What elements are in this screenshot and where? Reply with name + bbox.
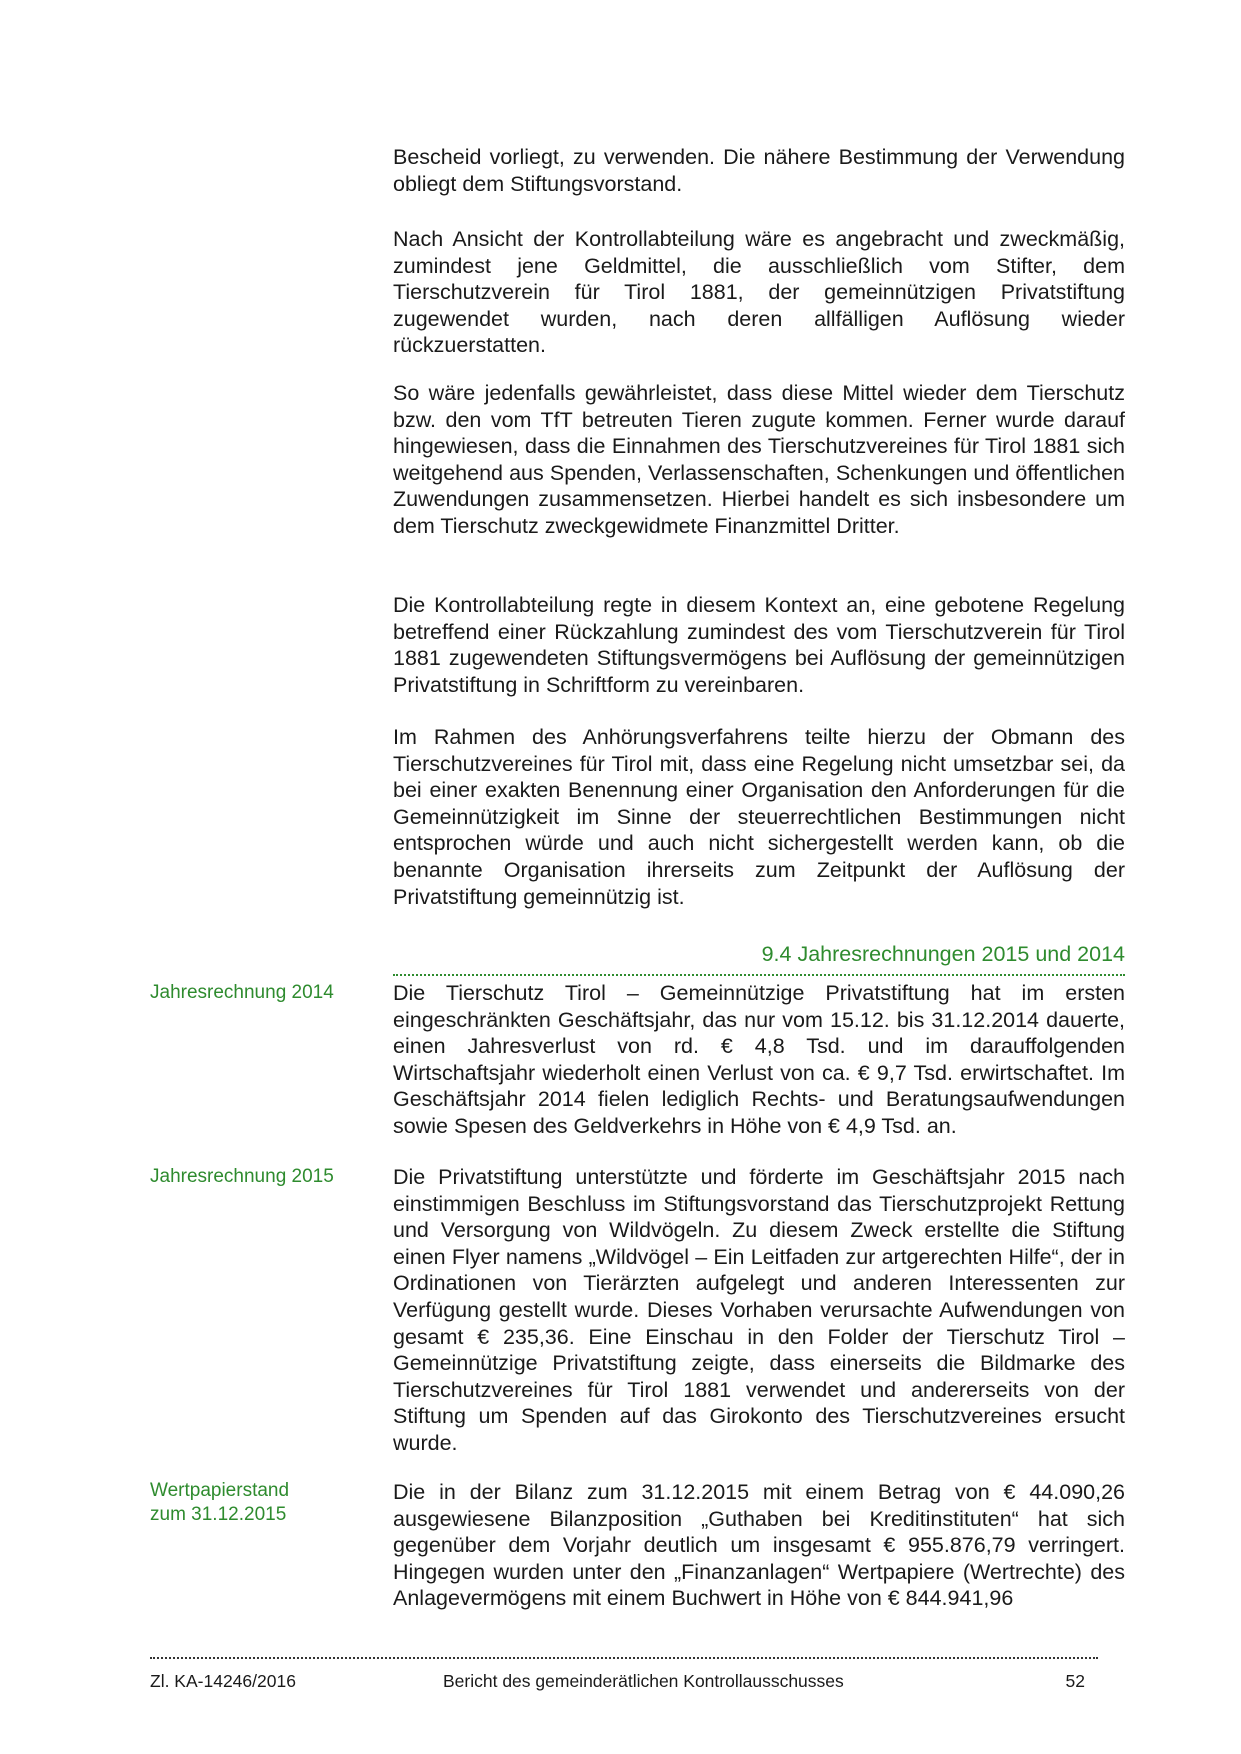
margin-note-wertpapierstand (150, 1479, 380, 1526)
footer-rule (150, 1657, 1098, 1659)
footer-reference: Zl. KA-14246/2016 (150, 1671, 296, 1691)
paragraph-8-block (393, 1479, 1125, 1612)
paragraph-1: Bescheid vorliegt, zu verwenden. Die nähere Bestimmung der Verwendung obliegt dem Stiftungsvorstand. (393, 145, 1125, 196)
paragraph-4: Die Kontrollabteilung regte in diesem Kontext an, eine gebotene Regelung betreffend einer Rückzahlung zumindest des vom Tierschutzverein für Tirol 1881 zugewendeten Stiftungsvermögens bei Auflösung der gemeinnützigen Privatstiftung in Schriftform zu vereinbaren. (393, 593, 1125, 697)
page-number: 52 (1065, 1671, 1085, 1691)
paragraph-5: Im Rahmen des Anhörungsverfahrens teilte hierzu der Obmann des Tierschutzvereines für Tirol mit, dass eine Regelung nicht umsetzbar sei, da bei einer exakten Benennung einer Organisation den Anforderungen für die Gemeinnützigkeit im Sinne der steuerrechtlichen Bestimmungen nicht entsprochen würde und auch nicht sichergestellt werden kann, ob die benannte Organisation ihrerseits zum Zeitpunkt der Auflösung der Privatstiftung gemeinnützig ist. (393, 725, 1125, 909)
paragraph-1-block (393, 144, 1125, 197)
paragraph-3-block (393, 380, 1125, 540)
paragraph-5-block (393, 724, 1125, 910)
paragraph-3: So wäre jedenfalls gewährleistet, dass diese Mittel wieder dem Tierschutz bzw. den vom TfT betreuten Tieren zugute kommen. Ferner wurde darauf hingewiesen, dass die Einnahmen des Tierschutzvereines für Tirol 1881 sich weitgehend aus Spenden, Verlassenschaften, Schenkungen und öffentlichen Zuwendungen zusammensetzen. Hierbei handelt es sich insbesondere um dem Tierschutz zweckgewidmete Finanzmittel Dritter. (393, 381, 1125, 538)
section-heading: 9.4 Jahresrechnungen 2015 und 2014 (761, 942, 1125, 966)
paragraph-2-block (393, 226, 1125, 359)
paragraph-4-block (393, 592, 1125, 698)
margin-note-wertpapierstand-line2: zum 31.12.2015 (150, 1503, 287, 1525)
paragraph-7-block (393, 1164, 1125, 1457)
paragraph-8: Die in der Bilanz zum 31.12.2015 mit einem Betrag von € 44.090,26 ausgewiesene Bilanzposition „Guthaben bei Kreditinstituten“ hat sich gegenüber dem Vorjahr deutlich um insgesamt € 955.876,79 verringert. Hingegen wurden unter den „Finanzanlagen“ Wertpapiere (Wertrechte) des Anlagevermögens mit einem Buchwert in Höhe von € 844.941,96 (393, 1480, 1125, 1611)
paragraph-6-block (393, 980, 1125, 1140)
footer-title: Bericht des gemeinderätlichen Kontrollausschusses (443, 1671, 844, 1691)
margin-note-jahresrechnung-2014: Jahresrechnung 2014 (150, 982, 334, 1003)
margin-note-wertpapierstand-line1: Wertpapierstand (150, 1480, 290, 1501)
section-heading-rule (393, 974, 1125, 976)
paragraph-2: Nach Ansicht der Kontrollabteilung wäre es angebracht und zweckmäßig, zumindest jene Geldmittel, die ausschließlich vom Stifter, dem Tierschutzverein für Tirol 1881, der gemeinnützigen Privatstiftung zugewendet wurden, nach deren allfälligen Auflösung wieder rückzuerstatten. (393, 227, 1125, 358)
paragraph-6: Die Tierschutz Tirol – Gemeinnützige Privatstiftung hat im ersten eingeschränkten Geschäftsjahr, das nur vom 15.12. bis 31.12.2014 dauerte, einen Jahresverlust von rd. € 4,8 Tsd. und im darauffolgenden Wirtschaftsjahr wiederholt einen Verlust von ca. € 9,7 Tsd. erwirtschaftet. Im Geschäftsjahr 2014 fielen lediglich Rechts- und Beratungsaufwendungen sowie Spesen des Geldverkehrs in Höhe von € 4,9 Tsd. an. (393, 981, 1125, 1138)
margin-note-jahresrechnung-2015: Jahresrechnung 2015 (150, 1166, 334, 1187)
paragraph-7: Die Privatstiftung unterstützte und förderte im Geschäftsjahr 2015 nach einstimmigen Beschluss im Stiftungsvorstand das Tierschutzprojekt Rettung und Versorgung von Wildvögeln. Zu diesem Zweck erstellte die Stiftung einen Flyer namens „Wildvögel – Ein Leitfaden zur artgerechten Hilfe“, der in Ordinationen von Tierärzten aufgelegt und anderen Interessenten zur Verfügung gestellt wurde. Dieses Vorhaben verursachte Aufwendungen von gesamt € 235,36. Eine Einschau in den Folder der Tierschutz Tirol – Gemeinnützige Privatstiftung zeigte, dass einerseits die Bildmarke des Tierschutzvereines für Tirol 1881 verwendet und andererseits von der Stiftung um Spenden auf das Girokonto des Tierschutzvereines ersucht wurde. (393, 1165, 1125, 1455)
